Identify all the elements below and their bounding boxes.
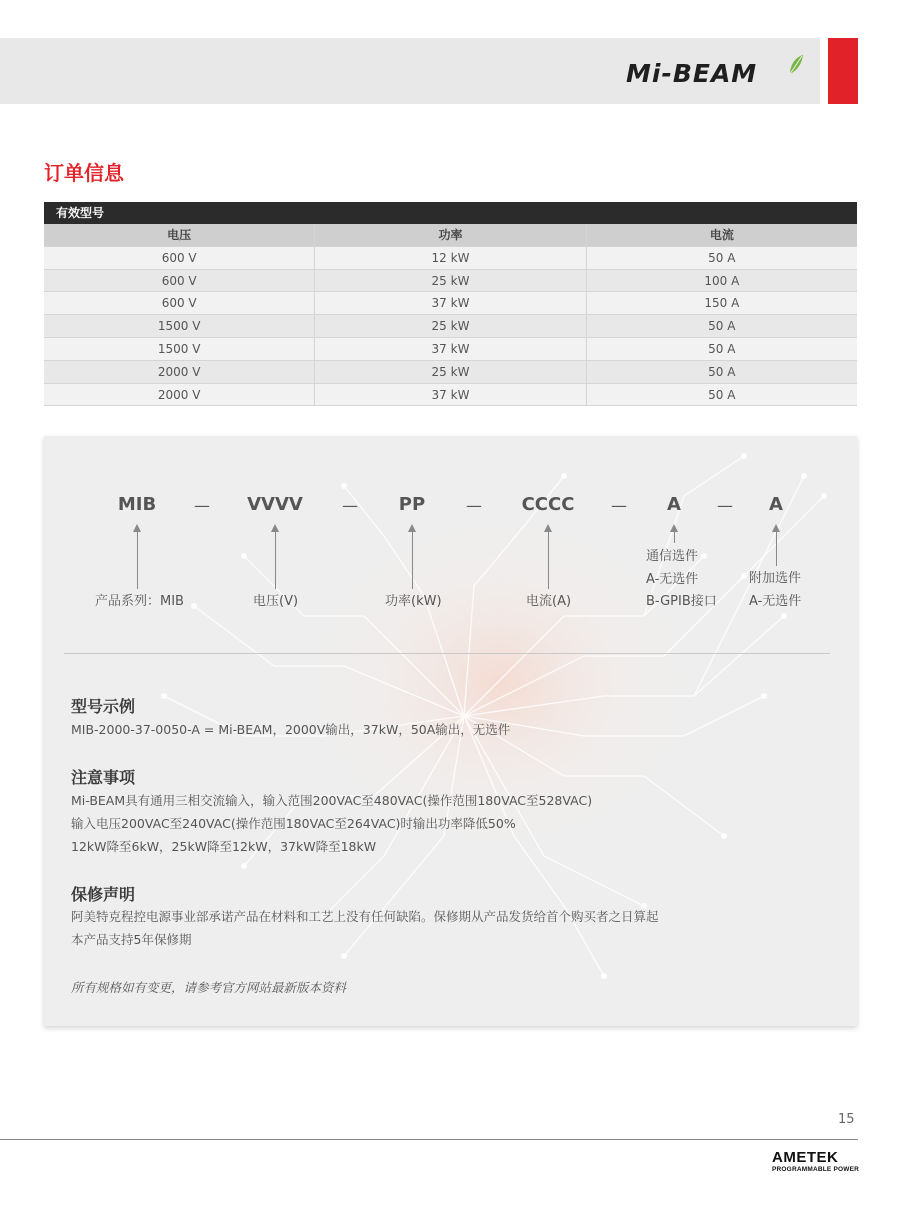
desc-comm-option: 通信选件 A-无选件 B-GPIB接口	[646, 549, 717, 609]
arrow-line	[412, 531, 413, 589]
page-number: 15	[838, 1112, 855, 1127]
desc-current: 电流(A)	[526, 594, 572, 609]
panel-divider	[64, 653, 830, 654]
arrow-line	[674, 531, 675, 543]
warranty-title: 保修声明	[71, 885, 136, 904]
table-row	[44, 315, 857, 338]
example-text: MIB-2000-37-0050-A = Mi-BEAM，2000V输出，37kW，50A输出，无选件	[71, 722, 511, 737]
logo-text: Mi-BEAM	[626, 58, 758, 88]
code-separator: —	[466, 496, 482, 515]
desc-voltage: 电压(V)	[253, 594, 299, 609]
table-caption: 有效型号	[44, 202, 857, 224]
cell-current: 50 A	[708, 250, 736, 265]
cell-current: 50 A	[708, 319, 736, 334]
arrow-line	[137, 531, 138, 589]
cell-current: 50 A	[708, 387, 736, 402]
header-red-accent	[828, 38, 858, 104]
footer-divider	[0, 1139, 858, 1140]
table-row	[44, 292, 857, 315]
mi-beam-logo	[626, 58, 757, 88]
code-separator: —	[611, 496, 627, 515]
table-row	[44, 270, 857, 293]
arrow-line	[275, 531, 276, 589]
cell-current: 100 A	[704, 273, 740, 288]
cell-voltage: 600 V	[44, 270, 315, 292]
leaf-icon	[788, 54, 804, 76]
cell-power: 25 kW	[315, 361, 586, 383]
cell-voltage: 600 V	[44, 292, 315, 314]
table-header-row	[44, 224, 857, 247]
table-row	[44, 384, 857, 407]
desc-product-series: 产品系列：MIB	[95, 594, 184, 609]
cell-voltage: 2000 V	[44, 361, 315, 383]
cell-current: 50 A	[708, 364, 736, 379]
arrow-line	[776, 531, 777, 566]
code-part-mib: MIB	[117, 494, 157, 515]
model-code-panel	[44, 436, 857, 1026]
cell-power: 37 kW	[315, 338, 586, 360]
models-table	[44, 202, 857, 406]
cell-current: 150 A	[704, 296, 740, 311]
desc-extra-option: 附加选件 A-无选件	[749, 571, 802, 609]
column-header-voltage: 电压	[44, 224, 315, 246]
ametek-logo	[772, 1150, 859, 1173]
code-separator: —	[342, 496, 358, 515]
code-part-cccc: CCCC	[521, 494, 575, 515]
cell-power: 37 kW	[315, 292, 586, 314]
arrow-line	[548, 531, 549, 589]
cell-current: 50 A	[708, 341, 736, 356]
desc-power: 功率(kW)	[385, 594, 442, 609]
code-part-a-comm: A	[667, 494, 681, 515]
example-title: 型号示例	[71, 697, 136, 716]
cell-power: 25 kW	[315, 315, 586, 337]
ametek-brand: AMETEK	[772, 1149, 839, 1166]
cell-power: 37 kW	[315, 384, 586, 406]
cell-voltage: 1500 V	[44, 338, 315, 360]
code-part-pp: PP	[398, 494, 426, 515]
cell-voltage: 600 V	[44, 247, 315, 269]
code-part-a-extra: A	[769, 494, 783, 515]
ametek-brand-sub: PROGRAMMABLE POWER	[772, 1166, 860, 1173]
warranty-text: 阿美特克程控电源事业部承诺产品在材料和工艺上没有任何缺陷。保修期从产品发货给首个购买者之日算起 本产品支持5年保修期	[71, 909, 659, 947]
column-header-power: 功率	[315, 224, 586, 246]
section-title: 订单信息	[44, 161, 124, 185]
cell-voltage: 2000 V	[44, 384, 315, 406]
cell-power: 12 kW	[315, 247, 586, 269]
table-row	[44, 247, 857, 270]
code-part-vvvv: VVVV	[247, 494, 303, 515]
code-separator: —	[194, 496, 210, 515]
cell-voltage: 1500 V	[44, 315, 315, 337]
table-row	[44, 338, 857, 361]
notice-text: Mi-BEAM具有通用三相交流输入，输入范围200VAC至480VAC(操作范围180VAC至528VAC) 输入电压200VAC至240VAC(操作范围180VAC至264VAC)时输出功率降低50% 12kW降至6kW，25kW降至12kW，37kW降至18kW	[71, 793, 593, 854]
code-separator: —	[717, 496, 733, 515]
table-row	[44, 361, 857, 384]
cell-power: 25 kW	[315, 270, 586, 292]
notice-title: 注意事项	[71, 768, 136, 787]
column-header-current: 电流	[709, 228, 734, 242]
disclaimer-note: 所有规格如有变更，请参考官方网站最新版本资料	[71, 980, 347, 995]
